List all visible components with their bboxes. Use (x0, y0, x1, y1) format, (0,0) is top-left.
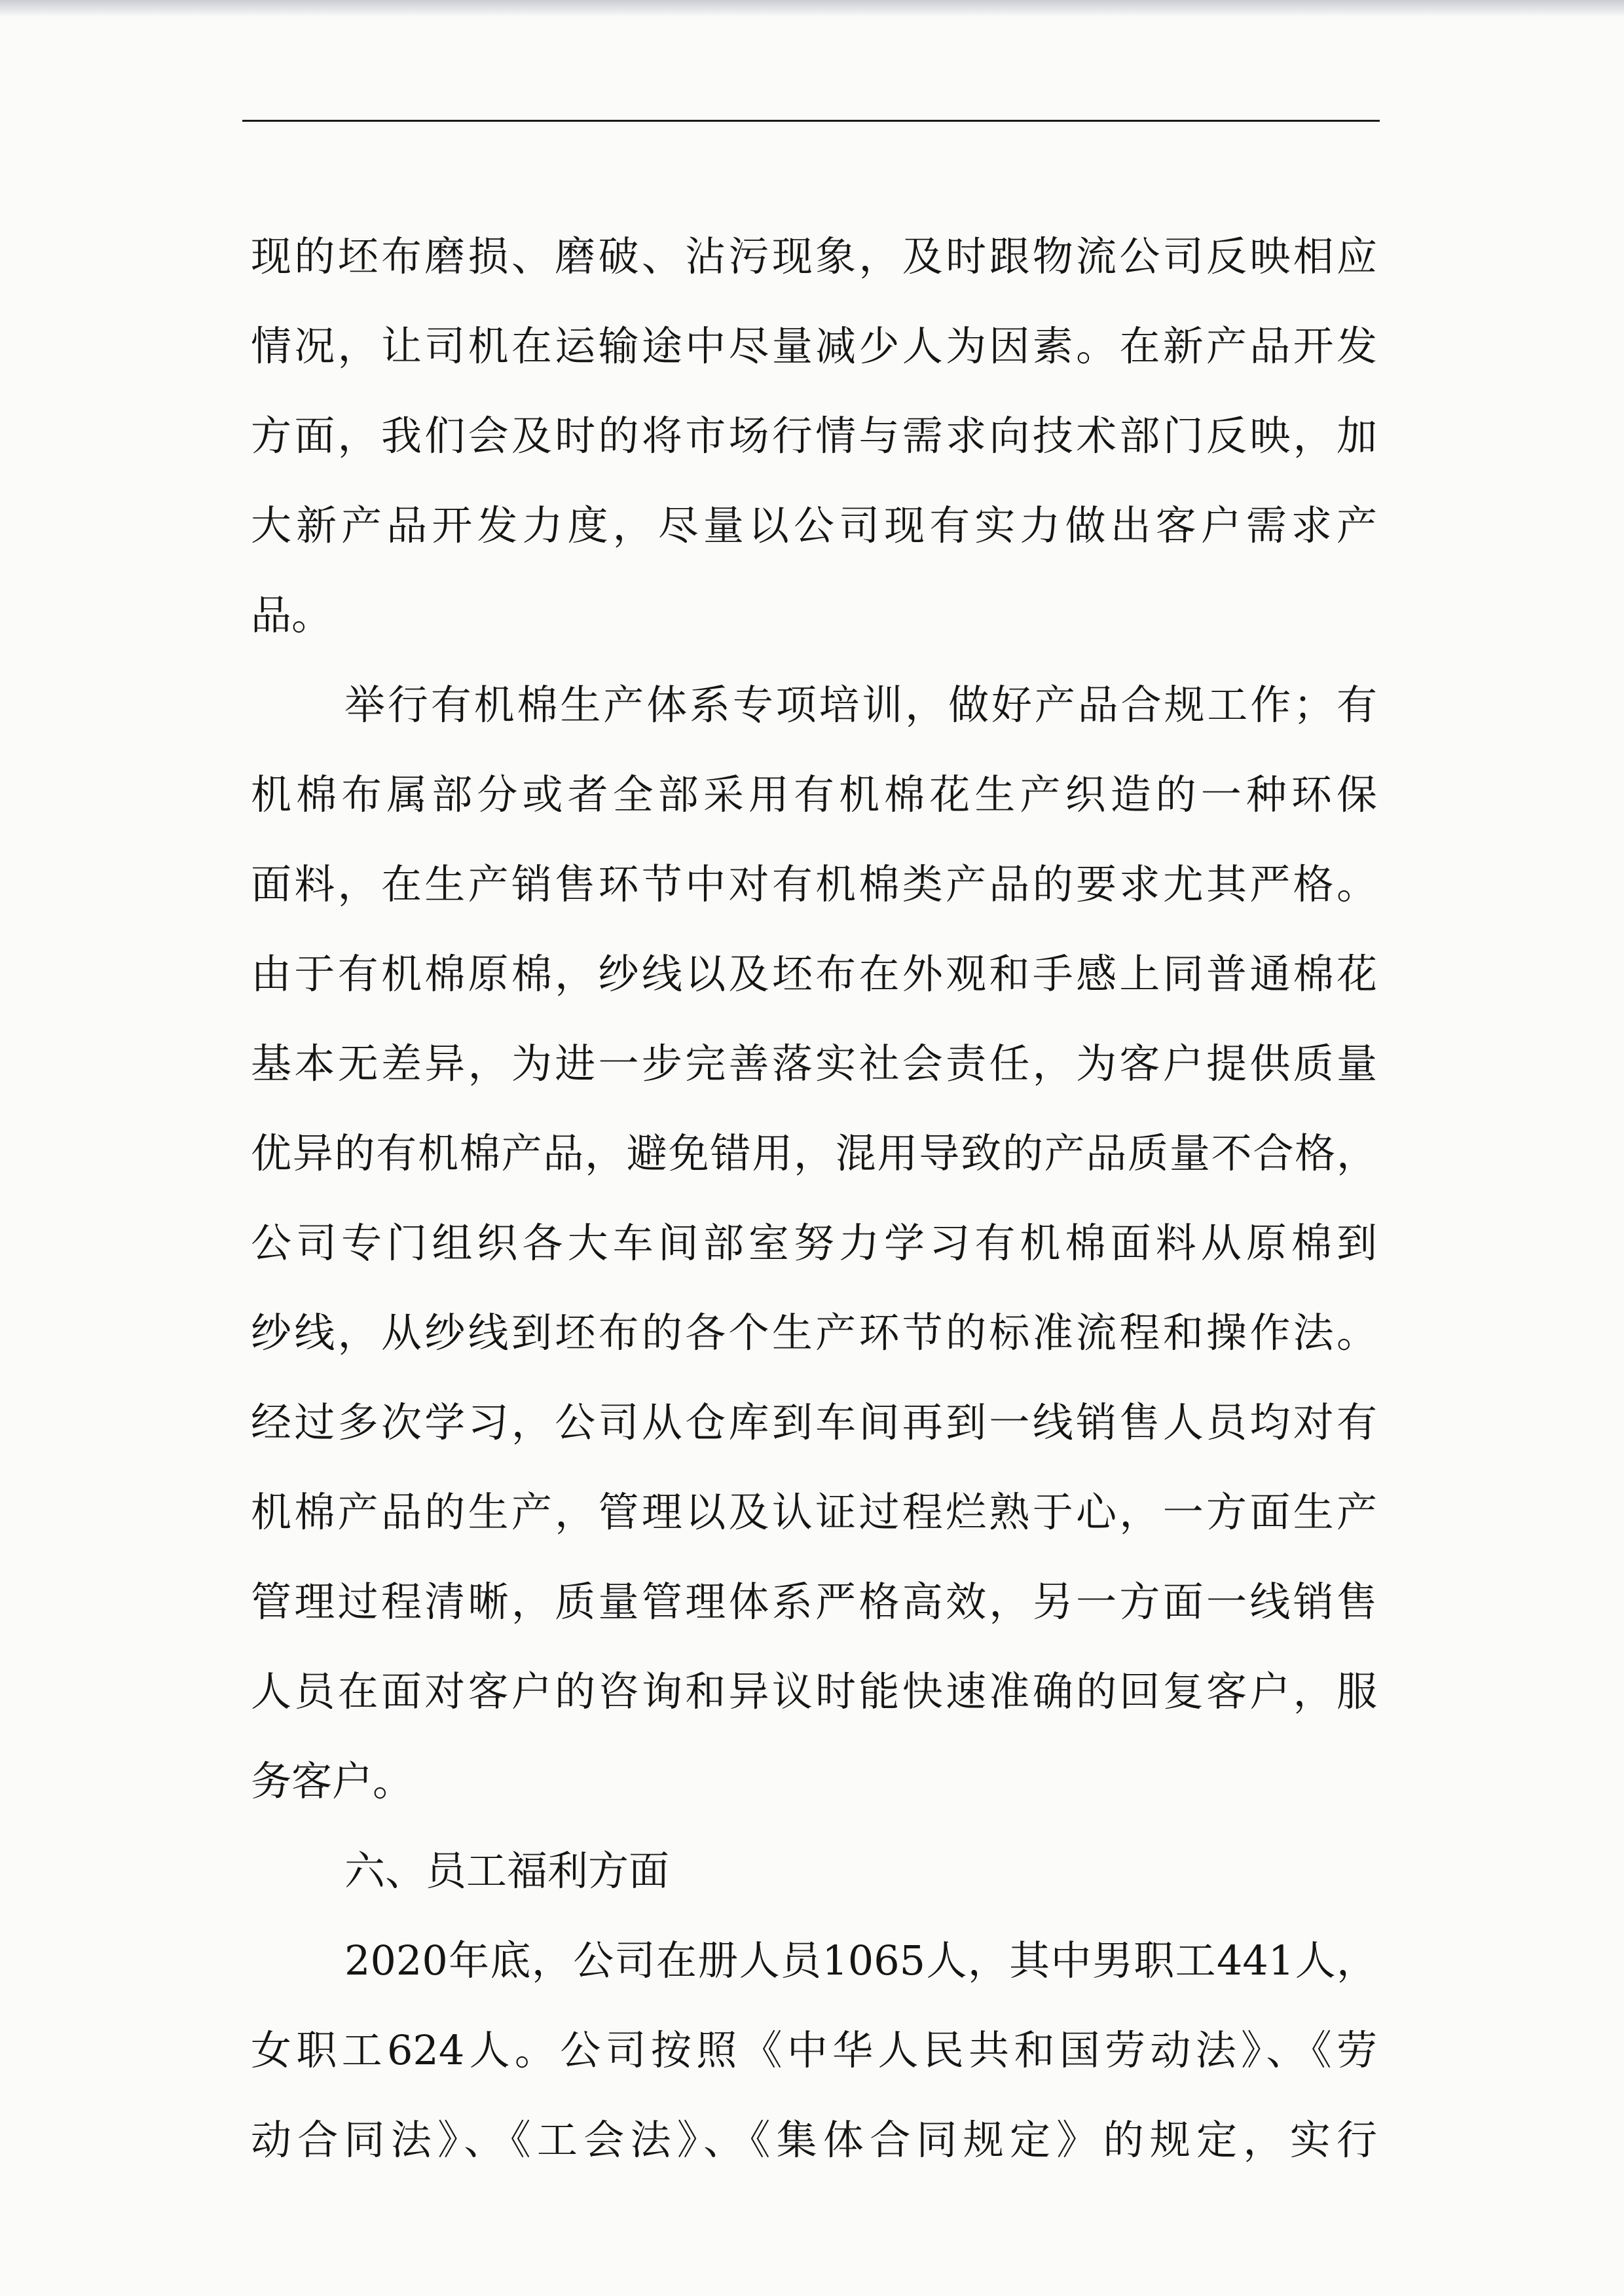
text-line: 纱线，从纱线到坯布的各个生产环节的标准流程和操作法。 (251, 1309, 1377, 1357)
text-line: 经过多次学习，公司从仓库到车间再到一线销售人员均对有 (251, 1398, 1377, 1446)
text-line: 情况，让司机在运输途中尽量减少人为因素。在新产品开发 (251, 322, 1377, 370)
text-line: 机棉产品的生产，管理以及认证过程烂熟于心，一方面生产 (251, 1488, 1377, 1536)
paragraph-first-line: 举行有机棉生产体系专项培训，做好产品合规工作；有 (344, 681, 1377, 729)
text-line: 机棉布属部分或者全部采用有机棉花生产织造的一种环保 (251, 771, 1377, 818)
header-rule (242, 120, 1380, 122)
text-line: 由于有机棉原棉，纱线以及坯布在外观和手感上同普通棉花 (251, 950, 1377, 998)
text-line: 人员在面对客户的咨询和异议时能快速准确的回复客户，服 (251, 1667, 1377, 1715)
body-text (251, 211, 1377, 2185)
text-line: 方面，我们会及时的将市场行情与需求向技术部门反映，加 (251, 412, 1377, 460)
text-line: 品。 (251, 591, 333, 639)
text-line: 大新产品开发力度，尽量以公司现有实力做出客户需求产 (251, 501, 1377, 549)
text-line: 务客户。 (251, 1757, 414, 1805)
text-line: 优异的有机棉产品，避免错用，混用导致的产品质量不合格， (251, 1129, 1377, 1177)
text-line: 女职工624人。公司按照《中华人民共和国劳动法》、《劳 (251, 2026, 1377, 2074)
text-line: 公司专门组织各大车间部室努力学习有机棉面料从原棉到 (251, 1219, 1377, 1267)
text-line: 基本无差异，为进一步完善落实社会责任，为客户提供质量 (251, 1040, 1377, 1087)
paragraph-first-line: 2020年底，公司在册人员1065人，其中男职工441人， (344, 1937, 1377, 1984)
section-heading: 六、员工福利方面 (344, 1847, 670, 1895)
text-line: 现的坯布磨损、磨破、沾污现象，及时跟物流公司反映相应 (251, 232, 1377, 280)
scan-edge (0, 0, 1624, 17)
text-line: 动合同法》、《工会法》、《集体合同规定》的规定，实行 (251, 2116, 1377, 2164)
text-line: 面料，在生产销售环节中对有机棉类产品的要求尤其严格。 (251, 860, 1377, 908)
text-line: 管理过程清晰，质量管理体系严格高效，另一方面一线销售 (251, 1578, 1377, 1626)
